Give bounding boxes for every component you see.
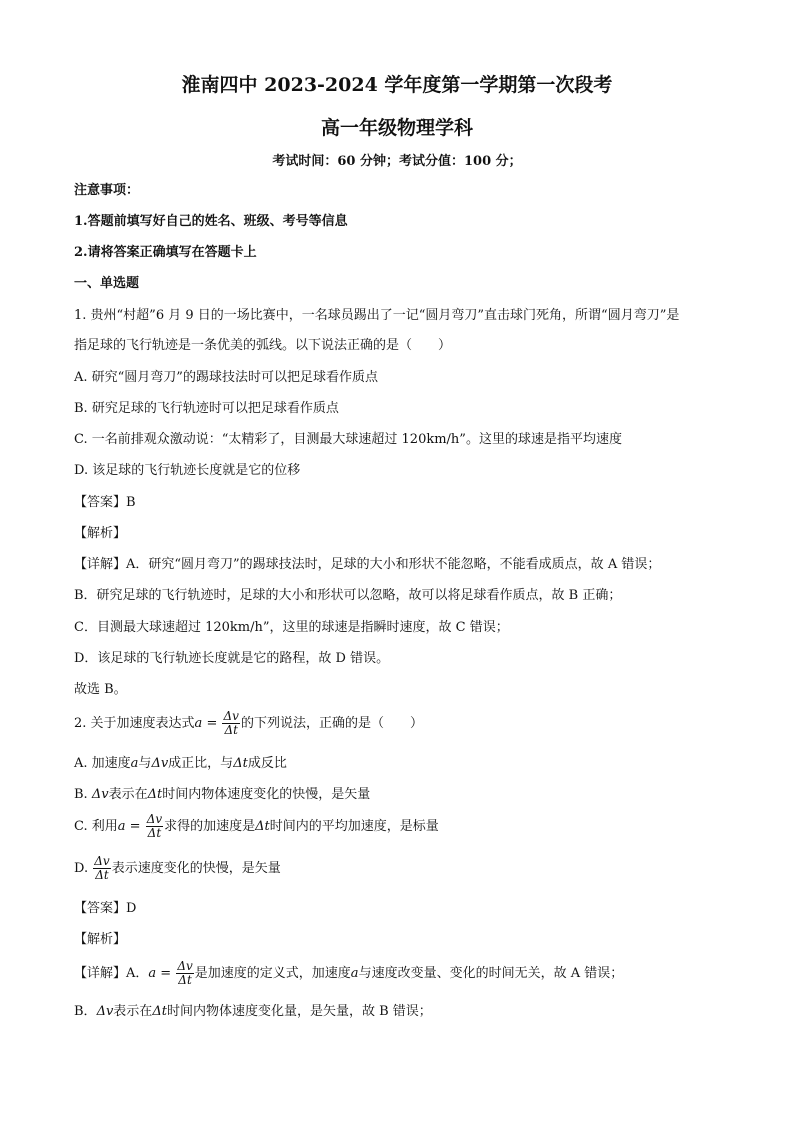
q2-option-c-pre: C. 利用 <box>74 819 118 834</box>
q1-option-b: B. 研究足球的飞行轨迹时可以把足球看作质点 <box>74 401 339 416</box>
q2-option-c-fraction <box>146 813 163 840</box>
fraction-numerator: Δv <box>177 959 193 973</box>
q2-detail-b-mid: 表示在 <box>113 1004 153 1019</box>
q2-option-a-dt: Δt <box>233 756 248 771</box>
exam-info: 考试时间：60 分钟；考试分值：100 分； <box>272 154 522 169</box>
q2-detail-b-dv: Δv <box>96 1004 114 1019</box>
document-title: 淮南四中 2023-2024 学年度第一学期第一次段考 <box>181 74 613 96</box>
q2-detail-a-var2: a <box>350 966 359 981</box>
q2-detail-a-post2: 与速度改变量、变化的时间无关，故 A 错误； <box>358 966 624 981</box>
q2-detail-a-var: a <box>148 966 157 981</box>
q2-detail-b-dt: Δt <box>152 1004 167 1019</box>
q2-stem-post: 的下列说法，正确的是（ ） <box>240 716 423 731</box>
q2-detail-b <box>74 1003 734 1021</box>
q2-option-b-dt: Δt <box>147 787 163 802</box>
q1-conclusion: 故选 B。 <box>74 682 127 697</box>
fraction-numerator: Δv <box>146 812 163 826</box>
q2-option-a <box>74 755 734 773</box>
q2-option-c <box>74 813 734 840</box>
q2-detail-a <box>74 960 734 987</box>
q2-option-d-pre: D. <box>74 861 93 876</box>
q2-detail-a-fraction <box>176 960 193 987</box>
q2-option-c-eq: = <box>125 819 145 834</box>
q2-detail-b-post: 时间内物体速度变化量，是矢量，故 B 错误； <box>166 1004 432 1019</box>
fraction-denominator: Δt <box>95 868 109 882</box>
q1-stem-line2: 指足球的飞行轨迹是一条优美的弧线。以下说法正确的是（ ） <box>74 338 452 353</box>
fraction-numerator: Δv <box>94 854 110 868</box>
q2-option-d-fraction <box>93 855 110 882</box>
q2-option-a-pre: A. 加速度 <box>74 756 131 771</box>
q1-detail-c: C．目测最大球速超过 120km/h”，这里的球速是指瞬时速度，故 C 错误； <box>74 620 509 635</box>
q2-stem-eq: = <box>202 716 222 731</box>
fraction-denominator: Δt <box>178 973 192 987</box>
q1-option-c: C. 一名前排观众激动说：“太精彩了，目测最大球速超过 120km/h”。这里的球速是指平均速度 <box>74 432 622 447</box>
q1-option-a: A. 研究“圆月弯刀”的踢球技法时可以把足球看作质点 <box>74 370 378 385</box>
q2-option-c-var: a <box>117 819 126 834</box>
q2-detail-a-eq: = <box>156 966 176 981</box>
document-subtitle: 高一年级物理学科 <box>320 117 473 139</box>
q2-option-a-dv: Δv <box>151 756 169 771</box>
q2-option-d <box>74 855 734 882</box>
q2-detail-a-post: 是加速度的定义式，加速度 <box>194 966 351 981</box>
q2-detail-a-pre: 【详解】A． <box>74 966 149 981</box>
q2-option-b-dv: Δv <box>91 787 109 802</box>
q2-option-a-mid: 与 <box>138 756 152 771</box>
fraction-denominator: Δt <box>147 826 162 840</box>
fraction-denominator: Δt <box>224 723 238 737</box>
q2-option-b-post: 时间内物体速度变化的快慢，是矢量 <box>162 787 371 802</box>
q2-analysis-label: 【解析】 <box>74 932 127 947</box>
q2-stem <box>74 710 734 737</box>
q2-stem-fraction <box>222 710 239 737</box>
q1-detail-d: D．该足球的飞行轨迹长度就是它的路程，故 D 错误。 <box>74 651 390 666</box>
q2-option-b-mid: 表示在 <box>108 787 148 802</box>
q1-answer: 【答案】B <box>74 495 136 510</box>
q2-option-a-post: 成反比 <box>247 756 287 771</box>
q1-stem-line1: 1. 贵州“村超”6 月 9 日的一场比赛中，一名球员踢出了一记“圆月弯刀”直击球门死角，所谓“圆月弯刀”是 <box>74 308 680 323</box>
q2-option-b <box>74 786 734 804</box>
q1-analysis-label: 【解析】 <box>74 526 127 541</box>
q2-stem-var: a <box>194 716 203 731</box>
section-heading-single-choice: 一、单选题 <box>74 276 140 291</box>
q2-detail-b-pre: B． <box>74 1004 97 1019</box>
q2-option-c-dt: Δt <box>255 819 270 834</box>
notes-heading: 注意事项： <box>74 183 140 198</box>
notes-item-2: 2.请将答案正确填写在答题卡上 <box>74 245 257 260</box>
q1-detail-b: B．研究足球的飞行轨迹时，足球的大小和形状可以忽略，故可以将足球看作质点，故 B 正确； <box>74 588 622 603</box>
q1-option-d: D. 该足球的飞行轨迹长度就是它的位移 <box>74 463 301 478</box>
q2-option-a-mid2: 成正比，与 <box>168 756 234 771</box>
notes-item-1: 1.答题前填写好自己的姓名、班级、考号等信息 <box>74 214 348 229</box>
q2-option-d-post: 表示速度变化的快慢，是矢量 <box>111 861 281 876</box>
fraction-numerator: Δv <box>223 709 239 723</box>
q1-detail-a: 【详解】A．研究“圆月弯刀”的踢球技法时，足球的大小和形状不能忽略，不能看成质点，故 A 错误； <box>74 557 661 572</box>
q2-option-c-post2: 时间内的平均加速度，是标量 <box>269 819 439 834</box>
q2-option-c-post: 求得的加速度是 <box>164 819 256 834</box>
q2-stem-pre: 2. 关于加速度表达式 <box>74 716 195 731</box>
q2-answer: 【答案】D <box>74 901 137 916</box>
q2-option-b-pre: B. <box>74 787 92 802</box>
q2-option-a-var: a <box>130 756 139 771</box>
